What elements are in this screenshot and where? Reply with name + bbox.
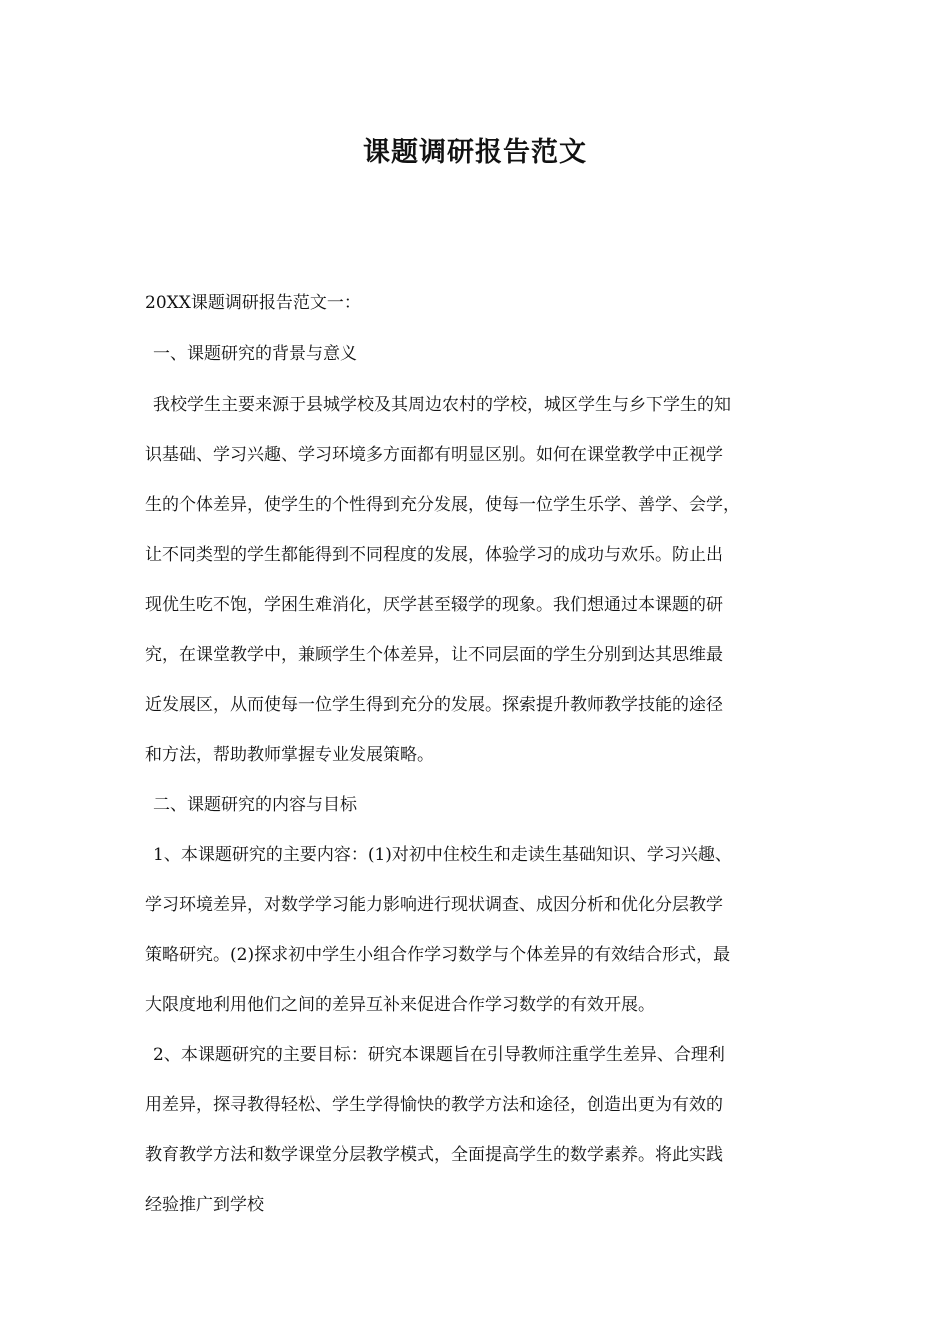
paragraph-line: 现优生吃不饱，学困生难消化，厌学甚至辍学的现象。我们想通过本课题的研 bbox=[145, 595, 723, 615]
paragraph-line: 大限度地利用他们之间的差异互补来促进合作学习数学的有效开展。 bbox=[145, 995, 655, 1015]
paragraph-line: 和方法，帮助教师掌握专业发展策略。 bbox=[145, 745, 434, 765]
paragraph-line: 究，在课堂教学中，兼顾学生个体差异，让不同层面的学生分别到达其思维最 bbox=[145, 645, 723, 665]
paragraph-line: 生的个体差异，使学生的个性得到充分发展，使每一位学生乐学、善学、会学， bbox=[145, 495, 740, 515]
paragraph-line: 学习环境差异，对数学学习能力影响进行现状调查、成因分析和优化分层教学 bbox=[145, 895, 723, 915]
paragraph-line: 策略研究。(2)探求初中学生小组合作学习数学与个体差异的有效结合形式，最 bbox=[145, 945, 731, 965]
paragraph-line: 经验推广到学校 bbox=[145, 1195, 264, 1215]
paragraph-line: 教育教学方法和数学课堂分层教学模式，全面提高学生的数学素养。将此实践 bbox=[145, 1145, 723, 1165]
paragraph-line: 1、本课题研究的主要内容：(1)对初中住校生和走读生基础知识、学习兴趣、 bbox=[153, 845, 732, 865]
intro-line: 20XX课题调研报告范文一： bbox=[145, 293, 361, 313]
paragraph-line: 用差异，探寻教得轻松、学生学得愉快的教学方法和途径，创造出更为有效的 bbox=[145, 1095, 723, 1115]
document-title: 课题调研报告范文 bbox=[363, 137, 587, 168]
section-heading-2: 二、课题研究的内容与目标 bbox=[153, 795, 357, 815]
paragraph-line: 近发展区，从而使每一位学生得到充分的发展。探索提升教师教学技能的途径 bbox=[145, 695, 723, 715]
paragraph-line: 让不同类型的学生都能得到不同程度的发展，体验学习的成功与欢乐。防止出 bbox=[145, 545, 723, 565]
paragraph-line: 我校学生主要来源于县城学校及其周边农村的学校，城区学生与乡下学生的知 bbox=[153, 395, 731, 415]
section-heading-1: 一、课题研究的背景与意义 bbox=[153, 344, 357, 364]
paragraph-line: 2、本课题研究的主要目标：研究本课题旨在引导教师注重学生差异、合理利 bbox=[153, 1045, 725, 1065]
paragraph-line: 识基础、学习兴趣、学习环境多方面都有明显区别。如何在课堂教学中正视学 bbox=[145, 445, 723, 465]
